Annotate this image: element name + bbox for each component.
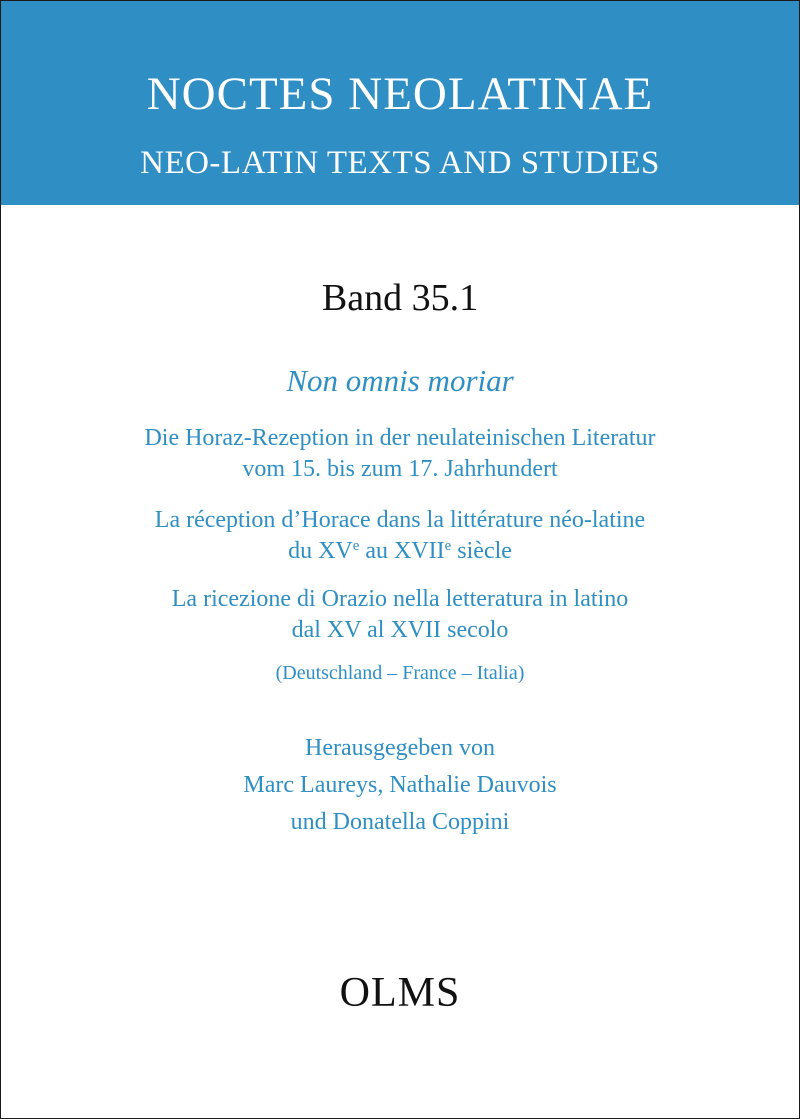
superscript-e-1: e xyxy=(352,537,360,554)
editors-names-line-1: Marc Laureys, Nathalie Dauvois xyxy=(243,772,557,798)
superscript-e-2: e xyxy=(444,537,452,554)
subtitle-french-part-a: du XV xyxy=(288,538,353,564)
editors-names-line-2: und Donatella Coppini xyxy=(290,809,510,835)
subtitle-french-line-1: La réception d’Horace dans la littérature néo-latine xyxy=(154,507,646,533)
subtitle-french-part-c: siècle xyxy=(451,538,512,564)
subtitle-french-part-b: au XVII xyxy=(359,538,445,564)
regions-line: (Deutschland – France – Italia) xyxy=(275,662,525,684)
series-subtitle: NEO-LATIN TEXTS AND STUDIES xyxy=(140,145,660,181)
volume-number: Band 35.1 xyxy=(321,277,479,319)
subtitle-french-line-2 xyxy=(1,538,799,565)
book-title: Non omnis moriar xyxy=(286,363,514,398)
series-title: NOCTES NEOLATINAE xyxy=(146,68,654,120)
publisher-name: OLMS xyxy=(339,970,461,1016)
editors-label: Herausgegeben von xyxy=(305,735,495,761)
series-header-band xyxy=(1,1,799,205)
subtitle-german-line-2: vom 15. bis zum 17. Jahrhundert xyxy=(242,456,558,482)
subtitle-italian-line-2: dal XV al XVII secolo xyxy=(291,617,509,643)
subtitle-german-line-1: Die Horaz-Rezeption in der neulateinischen Literatur xyxy=(144,425,656,451)
subtitle-italian-line-1: La ricezione di Orazio nella letteratura in latino xyxy=(171,586,629,612)
